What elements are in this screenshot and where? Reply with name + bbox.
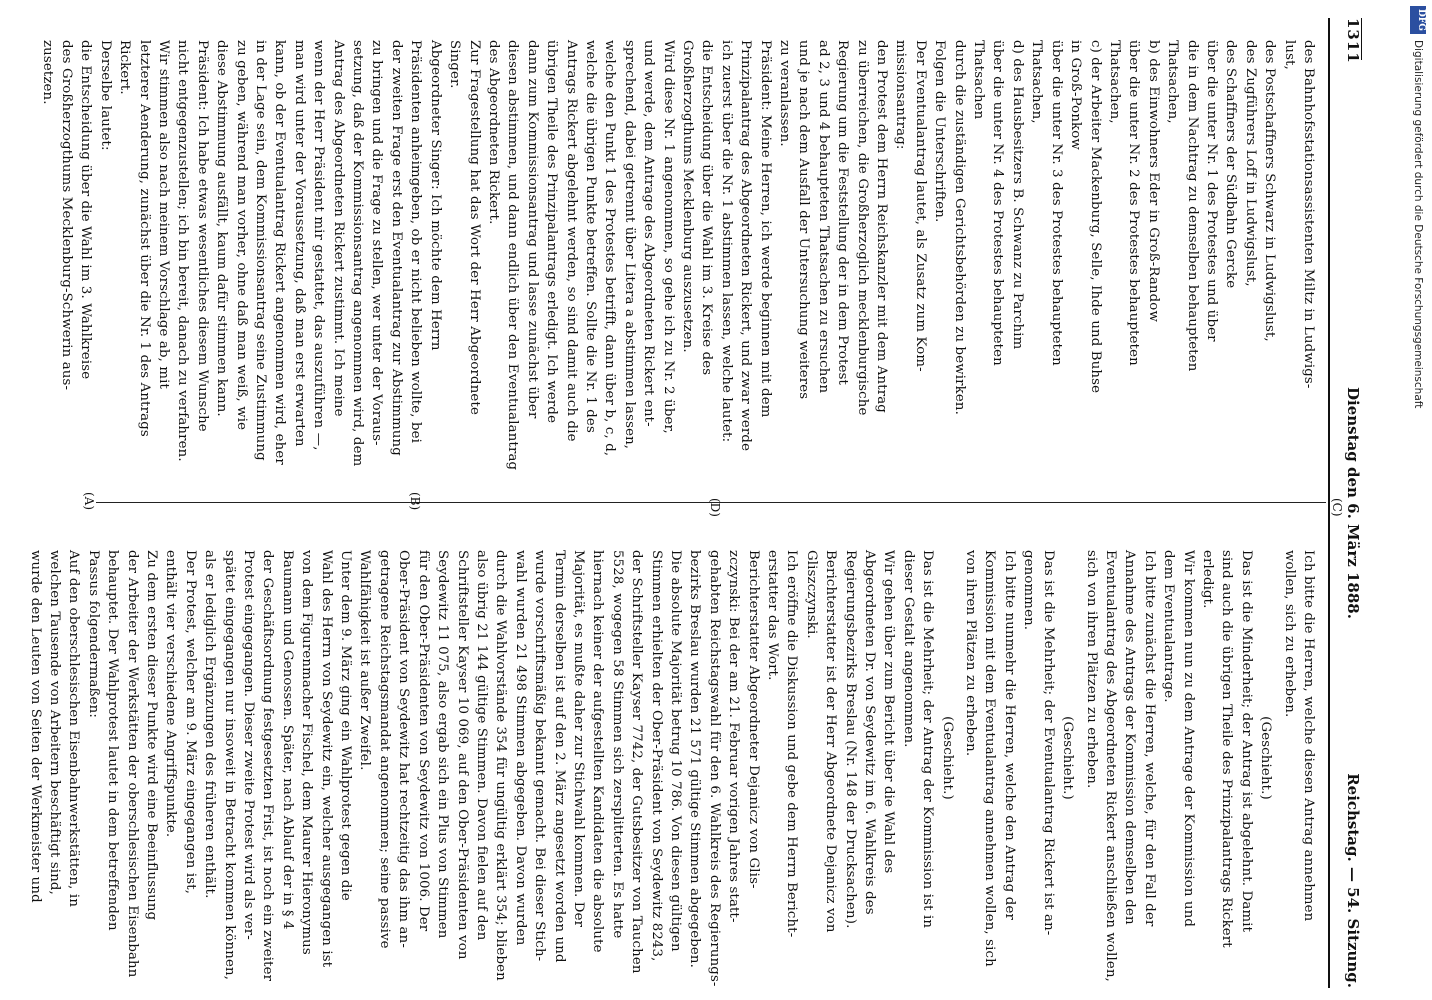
- text-line: nicht entgegenzustellen; ich bin bereit, danach zu verfahren.: [175, 40, 191, 462]
- text-line: behauptet. Der Wahlprotest lautet in dem betreffenden: [105, 550, 121, 931]
- text-line: Thatsachen,: [1165, 40, 1181, 124]
- text-line: also übrig 21 144 gültige Stimmen. Davon fielen auf den: [473, 550, 489, 941]
- text-line: Folgen die Unterschriften.: [932, 40, 948, 223]
- margin-mark-a: (A): [82, 492, 96, 511]
- text-line: spätet eingegangen nur insoweit in Betracht kommen können,: [221, 550, 237, 981]
- text-line: wollen, sich zu erheben.: [1281, 550, 1297, 718]
- text-line: Präsidenten anheimgeben, ob er nicht belieben wollte, bei: [408, 40, 424, 444]
- text-line: der Geschäftsordnung festgesetzten Frist, ist noch ein zweiter: [260, 550, 276, 982]
- text-line: (Geschieht.): [1258, 716, 1274, 800]
- text-line: in der Lage sein, dem Kommissionsantrag seine Zustimmung: [253, 40, 269, 461]
- text-line: über die unter Nr. 3 des Protestes behaupteten: [1048, 40, 1064, 366]
- text-line: sprechend, dabei getrennt über Litera a abstimmen lassen,: [621, 40, 637, 450]
- text-line: von ihren Plätzen zu erheben.: [963, 550, 979, 757]
- text-line: 5528, wogegen 58 Stimmen sich zersplitterten. Es hatte: [609, 550, 625, 939]
- text-line: der Schriftsteller Kayser 7742, der Gutsbesitzer von Tauchen: [629, 550, 645, 974]
- text-line: zu veranlassen.: [777, 40, 793, 147]
- text-line: welche die übrigen Punkte betreffen. Sollte die Nr. 1 des: [582, 40, 598, 433]
- text-line: Majorität, es mußte daher zur Stichwahl kommen. Der: [570, 550, 586, 928]
- text-line: sich von ihren Plätzen zu erheben.: [1083, 550, 1099, 789]
- text-line: wahl wurden 21 498 Stimmen abgegeben. Davon wurden: [512, 550, 528, 946]
- text-line: erledigt.: [1199, 550, 1215, 609]
- text-line: zczynski: Bei der am 21. Februar vorigen Jahres statt-: [726, 550, 742, 923]
- page-number: 1311: [1344, 18, 1362, 64]
- text-line: zusetzen.: [39, 40, 55, 105]
- text-line: dann zum Kommissionsantrag und lasse zunächst über: [524, 40, 540, 419]
- text-line: des Schaffners der Südbahn Gercke: [1223, 40, 1239, 289]
- text-line: den Protest dem Herrn Reichskanzler mit dem Antrag: [874, 40, 890, 413]
- text-line: bezirks Breslau wurden 21 571 gültige Stimmen abgegeben.: [687, 550, 703, 969]
- credit-text: Digitalisierung gefördert durch die Deutsche Forschungsgemeinschaft: [1412, 40, 1424, 409]
- text-line: Regierung um die Feststellung der in dem Protest: [835, 40, 851, 386]
- text-line: Abgeordneten Dr. von Seydewitz im 6. Wahlkreis des: [862, 550, 878, 915]
- text-line: durch die zuständigen Gerichtsbehörden zu bewirken.: [951, 40, 967, 415]
- text-line: diesen abstimmen, und dann endlich über den Eventualantrag: [505, 40, 521, 471]
- text-line: Stimmen erhielten der Ober-Präsident von Seydewitz 8243,: [648, 550, 664, 962]
- text-line: zu bringen und die Frage zu stellen, wer unter der Voraus-: [369, 40, 385, 446]
- text-line: c) der Arbeiter Mackenburg, Selle, Ihde und Buhse: [1087, 40, 1103, 394]
- text-line: welchen Tausende von Arbeitern beschäftigt sind,: [47, 550, 62, 895]
- text-line: in Groß-Ponkow: [1068, 40, 1084, 150]
- text-line: des Großherzogthums Mecklenburg-Schwerin aus-: [59, 40, 74, 391]
- text-line: Gliszczynski.: [803, 550, 819, 639]
- text-line: Abgeordneter Singer: Ich möchte dem Herrn: [427, 40, 443, 351]
- text-line: diese Abstimmung ausfällt, kaum dafür stimmen kann.: [214, 40, 230, 417]
- text-line: des Zugführers Loff in Ludwigslust,: [1242, 40, 1258, 287]
- text-line: Wahl des Herrn von Seydewitz ein, welcher ausgegangen ist: [318, 550, 334, 968]
- text-line: kann, ob der Eventualantrag Rickert angenommen wird, eher: [272, 40, 288, 465]
- left-text-column: [37, 18, 1318, 478]
- text-line: Der Protest, welcher am 9. März eingegangen ist,: [182, 550, 198, 895]
- text-line: Zur Fragestellung hat das Wort der Herr Abgeordnete: [466, 40, 482, 415]
- text-line: Präsident: Ich habe etwas wesentliches diesem Wunsche: [194, 40, 210, 432]
- text-line: ich zuerst über die Nr. 1 abstimmen lassen, welche lautet:: [718, 40, 734, 443]
- text-line: wenn der Herr Präsident mir gestattet, das auszuführen —,: [311, 40, 327, 451]
- text-line: Auf den oberschlesischen Eisenbahnwerkstätten, in: [66, 550, 82, 908]
- text-line: ad 2, 3 und 4 behaupteten Thatsachen zu ersuchen: [815, 40, 831, 394]
- text-line: Singer.: [447, 40, 463, 89]
- text-line: dieser Gestalt angenommen.: [900, 550, 916, 748]
- text-line: missionsantrag:: [893, 40, 909, 150]
- text-line: (Geschieht.): [1060, 716, 1076, 800]
- text-line: Wird diese Nr. 1 angenommen, so gehe ich zu Nr. 2 über,: [660, 40, 676, 434]
- text-line: lust,: [1281, 40, 1297, 70]
- text-line: Ich bitte nunmehr die Herren, welche den Antrag der: [1001, 550, 1017, 920]
- text-line: sind auch die übrigen Theile des Prinzipalantrags Rickert: [1219, 550, 1235, 948]
- digitization-credit: [1412, 9, 1426, 960]
- text-line: der Arbeiter der Werkstätten der oberschlesischen Eisenbahn: [124, 550, 140, 978]
- text-line: Protest eingegangen. Dieser zweite Protest wird als ver-: [241, 550, 257, 940]
- text-line: Ich eröffne die Diskussion und gebe dem Herrn Bericht-: [784, 550, 800, 938]
- margin-mark-b: (B): [408, 492, 422, 511]
- text-line: und je nach dem Ausfall der Untersuchung weiteres: [796, 40, 812, 400]
- text-line: für den Ober-Präsidenten von Seydewitz von 1006. Der: [415, 550, 431, 932]
- text-line: getragene Reichstagsmandat angenommen; seine passive: [376, 550, 392, 949]
- text-line: die Entscheidung über die Wahl im 3. Wahlkreise: [78, 40, 94, 380]
- text-line: Annahme des Antrags der Kommission demselben den: [1122, 550, 1138, 925]
- text-line: wurde den Leuten von Seiten der Werkmeister und: [27, 550, 43, 903]
- text-line: zu geben, während man vorher, ohne daß man weiß, wie: [233, 40, 249, 431]
- header-title: Reichstag. — 54. Sitzung.: [1344, 773, 1362, 988]
- text-line: (Geschieht.): [939, 716, 955, 800]
- text-line: dem Eventualantrage.: [1161, 550, 1177, 703]
- text-line: enthält vier verschiedene Angriffspunkte.: [163, 550, 179, 838]
- text-line: die Entscheidung über die Wahl im 3. Kreise des: [699, 40, 715, 376]
- text-line: hiernach keiner der aufgestellten Kandidaten die absolute: [590, 550, 606, 953]
- text-line: Zu dem ersten dieser Punkte wird eine Beeinflussung: [144, 550, 160, 921]
- text-line: Ober-Präsident von Seydewitz hat rechtzeitig das ihm an-: [396, 550, 412, 948]
- text-line: b) des Einwohners Eder in Groß-Randow: [1145, 40, 1161, 322]
- text-line: über die unter Nr. 1 des Protestes und über: [1203, 40, 1219, 342]
- text-line: genommen.: [1021, 550, 1037, 631]
- text-line: über die unter Nr. 2 des Protestes behaupteten: [1126, 40, 1142, 366]
- text-line: Das ist die Minderheit; der Antrag ist abgelehnt. Damit: [1238, 550, 1254, 933]
- text-line: und werde, dem Antrage des Abgeordneten Rickert ent-: [641, 40, 657, 427]
- text-line: Wir stimmen also nach meinem Vorschlage ab, mit: [156, 40, 172, 390]
- text-line: Thatsachen,: [1029, 40, 1045, 124]
- text-line: Eventualantrag des Abgeordneten Rickert anschließen wollen,: [1102, 550, 1118, 983]
- text-line: Prinzipalantrag des Abgeordneten Rickert, und zwar werde: [738, 40, 754, 452]
- text-line: Ich bitte zunächst die Herren, welche, für den Fall der: [1141, 550, 1157, 927]
- text-line: Antrag des Abgeordneten Rickert zustimmt. Ich meine: [330, 40, 346, 417]
- text-line: der zweiten Frage erst den Eventualantrag zur Abstimmung: [388, 40, 404, 456]
- text-line: Wir gehen über zum Bericht über die Wahl des: [881, 550, 897, 874]
- text-line: Berichterstatter ist der Herr Abgeordnete Dejanicz von: [823, 550, 839, 933]
- text-line: wurde vorschriftsmäßig bekannt gemacht. Bei dieser Stich-: [532, 550, 548, 962]
- text-line: von dem Figurenmacher Fischel, dem Maurer Hieronymus: [299, 550, 315, 955]
- text-line: d) des Hausbesitzers B. Schwanz zu Parchim: [1009, 40, 1025, 350]
- text-line: die in dem Nachtrag zu demselben behaupteten: [1184, 40, 1200, 372]
- text-line: Wir kommen nun zu dem Antrage der Kommission und: [1180, 550, 1196, 928]
- text-line: des Abgeordneten Rickert.: [485, 40, 501, 225]
- text-line: Das ist die Mehrheit; der Antrag der Kommission ist in: [920, 550, 936, 929]
- text-line: Antrags Rickert abgelehnt werden, so sind damit auch die: [563, 40, 579, 442]
- text-line: Schriftsteller Kayser 10 069, auf den Ober-Präsidenten von: [454, 550, 470, 960]
- margin-mark-c: (C): [1330, 498, 1344, 517]
- text-line: Rickert.: [117, 40, 133, 95]
- text-line: Baumann und Genossen. Später, nach Ablauf der in § 4: [279, 550, 295, 930]
- text-line: Seydewitz 11 075, also ergab sich ein Plus von Stimmen: [435, 550, 451, 939]
- text-line: Unter dem 9. März ging ein Wahlprotest gegen die: [338, 550, 354, 901]
- text-line: setzung, daß der Kommissionsantrag angenommen wird, dem: [350, 40, 366, 467]
- text-line: des Bahnhofsstationsassistenten Miltz in Ludwigs-: [1301, 40, 1316, 389]
- text-line: Das ist die Mehrheit; der Eventualantrag Rickert ist an-: [1040, 550, 1056, 936]
- text-line: Termin derselben ist auf den 2. März angesetzt worden und: [551, 550, 567, 963]
- text-line: welche den Punkt 1 des Protestes betrifft, dann über b, c, d,: [602, 40, 618, 457]
- dfg-logo: DFG: [1410, 6, 1426, 34]
- text-line: gehabten Reichstagswahl für den 6. Wahlkreis des Regierungs-: [706, 550, 722, 987]
- text-line: durch die Wahlvorstände 354 für ungültig erklärt 354; blieben: [493, 550, 509, 981]
- text-line: als er lediglich Ergänzungen des früheren enthält.: [202, 550, 218, 899]
- text-line: Der Eventualantrag lautet, als Zusatz zum Kom-: [912, 40, 928, 372]
- text-line: Präsident: Meine Herren, ich werde beginnen mit dem: [757, 40, 773, 418]
- text-line: zu überreichen, die Großherzoglich mecklenburgische: [854, 40, 870, 416]
- text-line: über die unter Nr. 4 des Protestes behaupteten: [990, 40, 1006, 366]
- text-line: Wahlfähigkeit ist außer Zweifel.: [357, 550, 373, 771]
- text-line: übrigen Theile des Prinzipalantrags erledigt. Ich werde: [544, 40, 560, 424]
- text-line: man wird unter der Voraussetzung, daß man erst erwarten: [291, 40, 307, 447]
- text-line: letzterer Aenderung, zunächst über die Nr. 1 des Antrags: [136, 40, 152, 437]
- text-line: Ich bitte die Herren, welche diesen Antrag annehmen: [1301, 550, 1316, 922]
- text-line: Derselbe lautet:: [97, 40, 113, 151]
- margin-mark-d: (D): [708, 498, 722, 517]
- header-date: Dienstag den 6. März 1888.: [1344, 387, 1362, 619]
- text-line: Berichterstatter Abgeordneter Dejanicz von Glis-: [745, 550, 761, 889]
- text-line: Kommission mit dem Eventualantrag annehmen wollen, sich: [982, 550, 998, 967]
- text-line: des Postschaffners Schwarz in Ludwigslust,: [1262, 40, 1278, 342]
- text-line: erstatter das Wort.: [765, 550, 781, 681]
- right-text-column: [25, 528, 1318, 988]
- text-line: Die absolute Majorität betrug 10 786. Von diesen gültigen: [668, 550, 683, 952]
- text-line: Thatsachen,: [1106, 40, 1122, 124]
- text-line: Passus folgendermaßen:: [85, 550, 101, 719]
- text-line: Großherzogthums Mecklenburg auszusetzen.: [680, 40, 695, 353]
- text-line: Thatsachen: [971, 40, 987, 120]
- rotated-page: [27, 18, 1362, 988]
- text-line: Regierungsbezirks Breslau (Nr. 148 der Drucksachen).: [842, 550, 858, 929]
